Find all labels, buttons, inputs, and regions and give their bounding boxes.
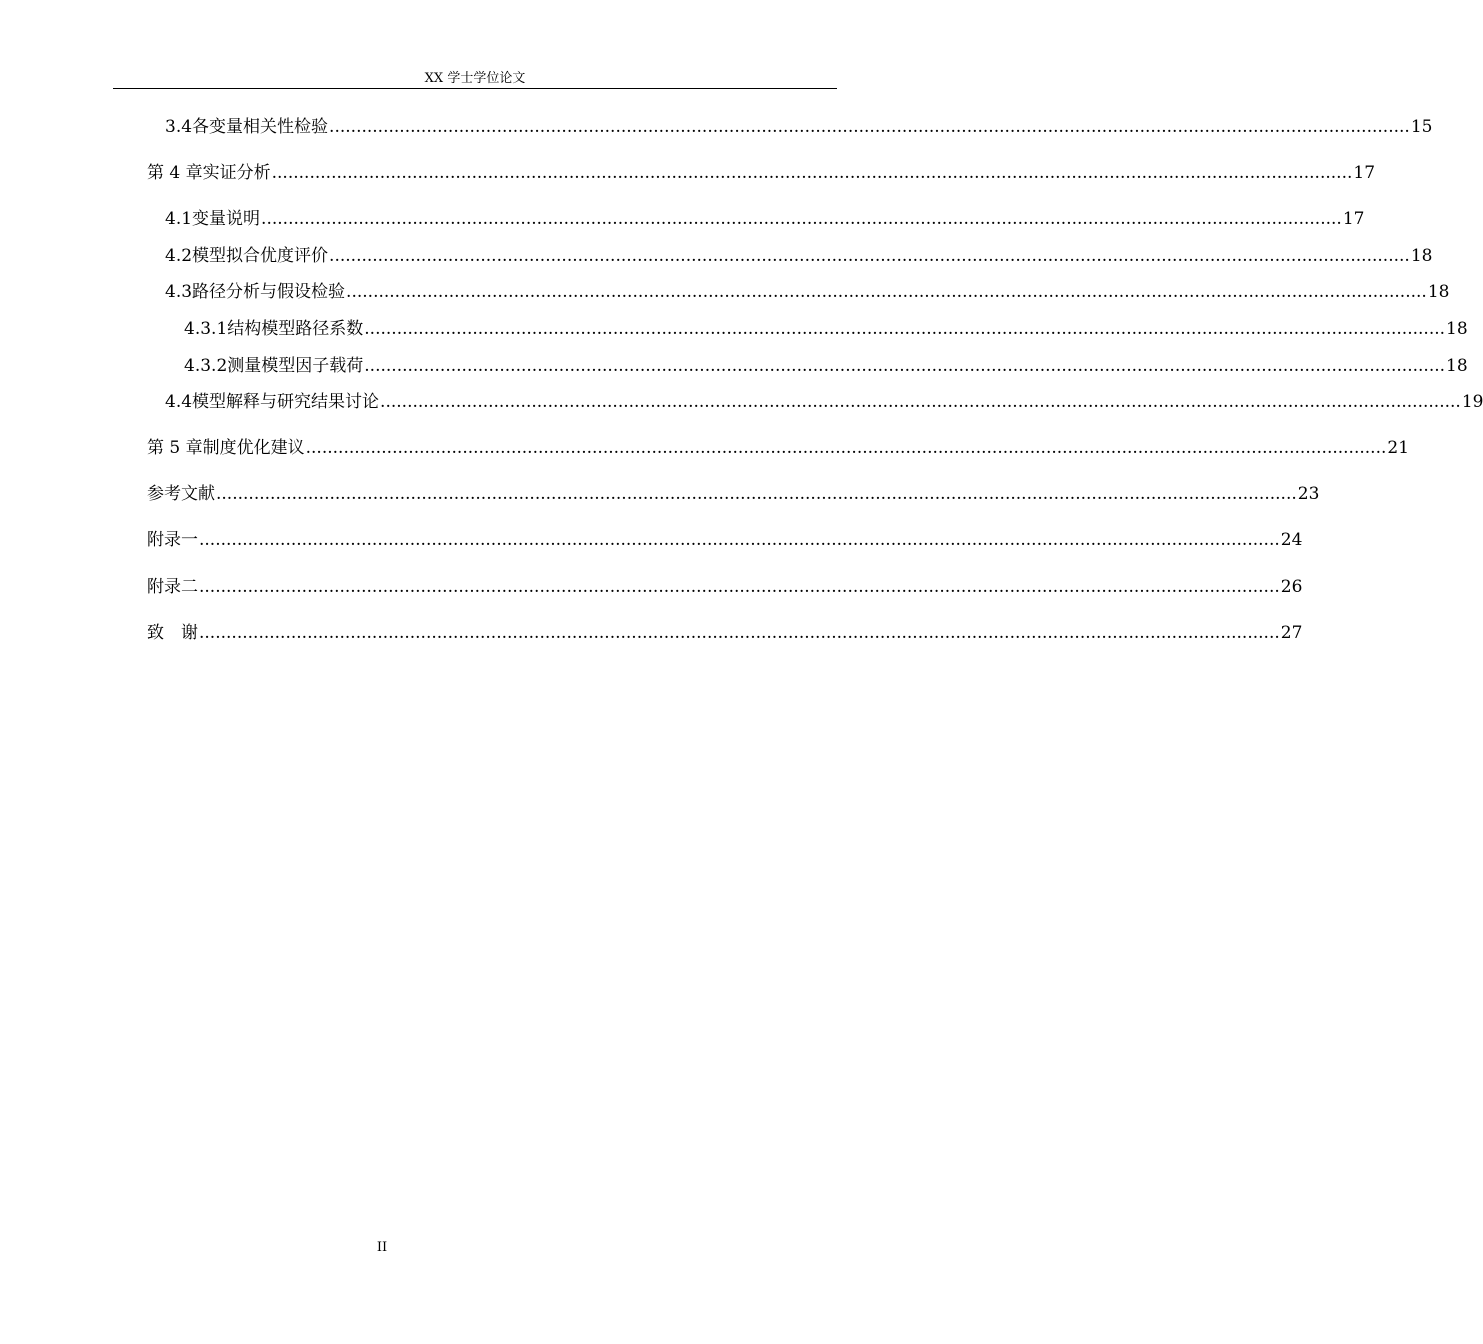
- toc-entry-chapter-5[interactable]: [147, 437, 1410, 459]
- toc-number: 4.3.2: [184, 356, 228, 376]
- toc-entry-4-1[interactable]: [165, 208, 1365, 230]
- toc-entry-acknowledgements[interactable]: [147, 622, 1303, 644]
- toc-page: 18: [1410, 246, 1433, 266]
- toc-leader: ........................................................................................................................................................................................................: [199, 577, 1280, 597]
- toc-title: 结构模型路径系数: [227, 319, 364, 339]
- toc-entry-4-3-2[interactable]: [184, 355, 1468, 377]
- toc-title: 测量模型因子载荷: [227, 356, 364, 376]
- toc-entry-4-3[interactable]: [165, 281, 1450, 303]
- toc-leader: ........................................................................................................................................................................................................: [199, 623, 1280, 643]
- toc-entry-4-4[interactable]: [165, 391, 1483, 413]
- toc-leader: ........................................................................................................................................................................................................: [364, 319, 1446, 339]
- toc-page: 27: [1280, 623, 1303, 643]
- toc-leader: ........................................................................................................................................................................................................: [329, 117, 1410, 137]
- toc-entry-appendix-2[interactable]: [147, 576, 1303, 598]
- toc-number: 4.2: [165, 246, 193, 266]
- toc-leader: ........................................................................................................................................................................................................: [346, 282, 1427, 302]
- toc-leader: ........................................................................................................................................................................................................: [305, 438, 1387, 458]
- toc-leader: ........................................................................................................................................................................................................: [261, 209, 1342, 229]
- toc-page: 18: [1427, 282, 1450, 302]
- toc-entry-references[interactable]: [147, 483, 1320, 505]
- toc-page: 19: [1461, 392, 1483, 412]
- toc-title: 路径分析与假设检验: [192, 282, 346, 302]
- toc-page: 24: [1280, 530, 1303, 550]
- toc-number: 4.4: [165, 392, 193, 412]
- toc-leader: ........................................................................................................................................................................................................: [199, 530, 1280, 550]
- toc-page: 17: [1353, 163, 1376, 183]
- toc-leader: ........................................................................................................................................................................................................: [271, 163, 1353, 183]
- toc-page: 15: [1410, 117, 1433, 137]
- toc-entry-4-3-1[interactable]: [184, 318, 1468, 340]
- toc-title: 变量说明: [192, 209, 261, 229]
- toc-page: 23: [1297, 484, 1320, 504]
- toc-number: 第 4 章: [147, 163, 203, 183]
- header-title: XX 学士学位论文: [424, 71, 526, 86]
- page-footer: [0, 1240, 764, 1256]
- toc-page: 21: [1387, 438, 1410, 458]
- toc-entry-3-4[interactable]: [165, 116, 1433, 138]
- toc-leader: ........................................................................................................................................................................................................: [329, 246, 1410, 266]
- toc-number: 第 5 章: [147, 438, 203, 458]
- toc-title: 模型解释与研究结果讨论: [192, 392, 380, 412]
- toc-title: 制度优化建议: [202, 438, 305, 458]
- toc-leader: ........................................................................................................................................................................................................: [380, 392, 1461, 412]
- toc-page: 18: [1446, 319, 1468, 339]
- toc-number: 4.3.1: [184, 319, 228, 339]
- toc-leader: ........................................................................................................................................................................................................: [364, 356, 1446, 376]
- toc-title: 实证分析: [202, 163, 271, 183]
- toc-leader: ........................................................................................................................................................................................................: [216, 484, 1297, 504]
- toc-title: 致 谢: [147, 623, 198, 643]
- toc-number: 4.3: [165, 282, 193, 302]
- toc-title: 各变量相关性检验: [192, 117, 329, 137]
- toc-number: 3.4: [165, 117, 193, 137]
- toc-entry-4-2[interactable]: [165, 245, 1433, 267]
- toc-entry-appendix-1[interactable]: [147, 529, 1303, 551]
- toc-title: 模型拟合优度评价: [192, 246, 329, 266]
- toc-title: 参考文献: [147, 484, 215, 504]
- page-number: II: [376, 1240, 388, 1255]
- toc-number: 4.1: [165, 209, 193, 229]
- toc-entry-chapter-4[interactable]: [147, 162, 1376, 184]
- toc-page: 17: [1342, 209, 1365, 229]
- toc-page: 26: [1280, 577, 1303, 597]
- toc-title: 附录一: [147, 530, 198, 550]
- toc-title: 附录二: [147, 577, 198, 597]
- toc-page: 18: [1446, 356, 1468, 376]
- page-header: [113, 70, 837, 89]
